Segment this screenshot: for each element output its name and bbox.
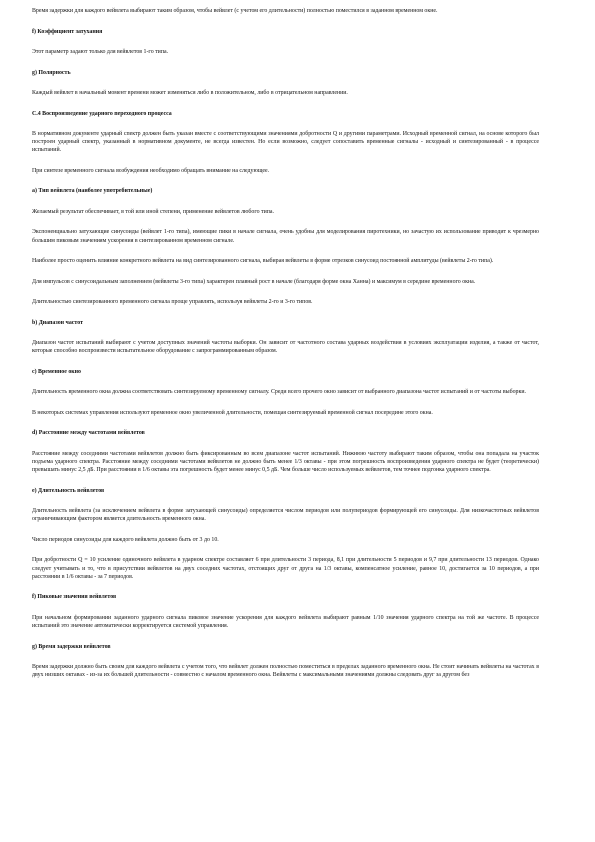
section-heading: d) Расстояние между частотами вейвлетов [32, 430, 145, 437]
section-heading: С.4 Воспроизведение ударного переходного процесса [32, 110, 172, 117]
section-heading: g) Полярность [32, 69, 71, 76]
section-heading: g) Время задержки вейвлетов [32, 643, 111, 650]
paragraph: При синтезе временного сигнала возбуждения необходимо обращать внимание на следующее. [32, 167, 270, 174]
section-heading: f) Пиковые значения вейвлетов [32, 594, 117, 601]
paragraph: Для импульсов с синусоидальным заполнением (вейвлеты 3-го типа) характерен плавный рост в начале (благодаря форме окна Ханна) и максимум в середине временного окна. [32, 278, 476, 285]
paragraph: В некоторых системах управления используют временное окно увеличенной длительности, помещая синтезируемый временной сигнал посередине этого окна. [32, 409, 433, 416]
paragraph: Длительность вейвлета (за исключением вейвлета в форме затухающей синусоиды) определяется числом периодов или полупериодов формирующей его синусоиды. Для низкочастотных вейвлетов ограничивающим фактором является длительность временного окна. [32, 508, 539, 523]
paragraph: Расстояние между соседними частотами вейвлетов должно быть фиксированным во всем диапазоне частот испытаний. Нижнюю частоту выбирают таким образом, чтобы она попадала на участок подъема ударного спектра. Расстояние между соседними частотами вейвлетов не должно быть менее 1/3 октавы - при этом погрешность воспроизведения ударного спектра не будет (теоретически) превышать минус 2,5 дБ. При расстоянии в 1/6 октавы эта погрешность будет менее минус 0,5 дБ. Чем больше число используемых вейвлетов, тем точнее подгонка ударного спектра. [32, 450, 539, 474]
paragraph: Длительностью синтезированного временного сигнала проще управлять, используя вейвлеты 2-го и 3-го типов. [32, 299, 313, 306]
section-heading: е) Длительность вейвлетов [32, 487, 105, 494]
paragraph: Желаемый результат обеспечивает, в той или иной степени, применение вейвлетов любого типа. [32, 208, 275, 215]
section-heading: с) Временное окно [32, 368, 81, 375]
paragraph: Этот параметр задают только для вейвлетов 1-го типа. [32, 49, 169, 55]
paragraph: Экспоненциально затухающие синусоиды (вейвлет 1-го типа), имеющие пики в начале сигнала, очень удобны для моделирования пиротехники, но зачастую их использование приводит к чрезмерно большим пиковым значениям ускорения в синтезированном временном сигнале. [32, 229, 539, 244]
paragraph: Время задержки для каждого вейвлета выбирают таким образом, чтобы вейвлет (с учетом его длительности) полностью поместился в заданном временном окне. [32, 8, 438, 14]
paragraph: Наиболее просто оценить влияние конкретного вейвлета на вид синтезированного сигнала, выбирая вейвлеты в форме отрезков синусоид постоянной амплитуды (вейвлеты 2-го типа). [32, 258, 494, 265]
section-heading: а) Тип вейвлета (наиболее употребительные) [32, 188, 153, 195]
section-heading: f) Коэффициент затухания [32, 28, 103, 35]
paragraph: Длительность временного окна должна соответствовать синтезируемому временному сигналу. Среди всего прочего окно зависит от выбранного диапазона частот испытаний и от частоты выборки. [32, 389, 526, 396]
paragraph: При начальном формировании заданного ударного сигнала пиковое значение ускорения для каждого вейвлета выбирают равным 1/10 значения ударного спектра на той же частоте. В процессе испытаний это значение автоматически корректируется системой управления. [32, 614, 539, 630]
paragraph: В нормативном документе ударный спектр должен быть указан вместе с соответствующими значениями добротности Q и другими параметрами. Исходный временной сигнал, на основе которого был построен ударный спектр, указанный в нормативном документе, не всегда известен. Но если возможно, следует сопоставить временные сигналы - исходный и синтезированный - в процессе испытаний. [32, 131, 539, 154]
paragraph: Каждый вейвлет в начальный момент времени может изменяться либо в положительном, либо в отрицательном направлении. [32, 90, 348, 96]
paragraph: Число периодов синусоиды для каждого вейвлета должно быть от 3 до 10. [32, 536, 219, 543]
paragraph: Время задержки должно быть своим для каждого вейвлета с учетом того, что вейвлет должен полностью поместиться в пределах заданного временного окна. Не стоит начинать вейвлеты на частотах в двух низших октавах - из-за их большей длительности - совместно с началом временного окна. Вейвлеты с максимальными значениями должны следовать друг за другом без [32, 664, 539, 679]
paragraph: При добротности Q = 10 усиление одиночного вейвлета в ударном спектре составляет 6 при длительности 3 периода, 8,1 при длительности 5 периодов и 9,7 при длительности 13 периодов. Однако следует учитывать и то, что в присутствии вейвлетов на двух соседних частотах, отстоящих друг от друга на 1/3 октавы, компенсатное усиление, равное 10, достигается за 10 периодов, а при расстоянии в 1/6 октавы - за 7 периодов. [32, 557, 539, 580]
paragraph: Диапазон частот испытаний выбирают с учетом доступных значений частоты выборки. Он зависит от частотного состава ударных воздействия в условиях эксплуатации изделия, а также от частот, которые способно воспроизвести испытательное оборудование с запрограммированным образом. [32, 340, 539, 355]
section-heading: b) Диапазон частот [32, 319, 83, 326]
